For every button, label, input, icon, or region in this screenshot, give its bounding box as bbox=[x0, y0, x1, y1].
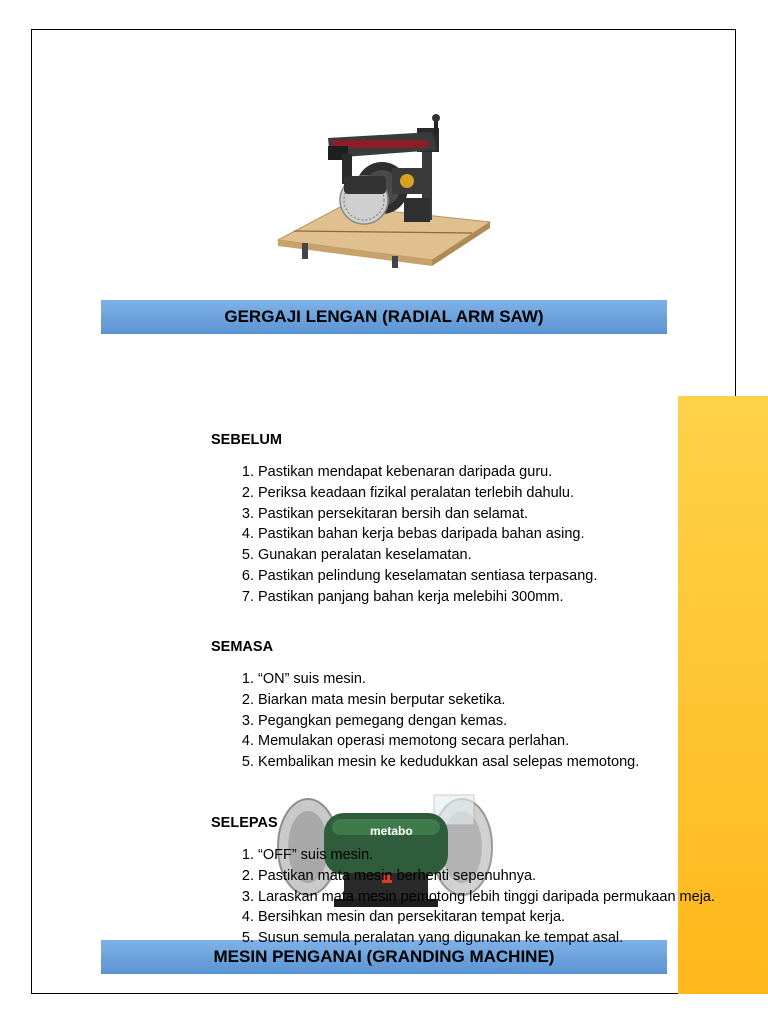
list-item: 5. Susun semula peralatan yang digunakan ke tempat asal. bbox=[258, 928, 741, 949]
list-item: 7. Pastikan panjang bahan kerja melebihi 300mm. bbox=[258, 587, 671, 608]
radial-arm-saw-image bbox=[272, 88, 494, 268]
list-item: 2. Pastikan mata mesin berhenti sepenuhnya. bbox=[258, 866, 741, 887]
list-item: 4. Memulakan operasi memotong secara perlahan. bbox=[258, 731, 691, 752]
list-item: 3. Laraskan mata mesin pemotong lebih tinggi daripada permukaan meja. bbox=[258, 887, 741, 908]
list-item: 1. “OFF” suis mesin. bbox=[258, 845, 741, 866]
banner-title: GERGAJI LENGAN (RADIAL ARM SAW) bbox=[224, 307, 544, 326]
numbered-list bbox=[211, 845, 741, 949]
numbered-list bbox=[211, 462, 671, 608]
section-semasa bbox=[211, 639, 691, 773]
list-item: 1. “ON” suis mesin. bbox=[258, 669, 691, 690]
list-item: 3. Pastikan persekitaran bersih dan selamat. bbox=[258, 504, 671, 525]
section-heading: SEBELUM bbox=[211, 432, 282, 448]
list-item: 2. Biarkan mata mesin berputar seketika. bbox=[258, 690, 691, 711]
numbered-list bbox=[211, 669, 691, 773]
list-item: 1. Pastikan mendapat kebenaran daripada guru. bbox=[258, 462, 671, 483]
list-item: 2. Periksa keadaan fizikal peralatan terlebih dahulu. bbox=[258, 483, 671, 504]
list-item: 4. Pastikan bahan kerja bebas daripada bahan asing. bbox=[258, 524, 671, 545]
section-heading: SEMASA bbox=[211, 639, 274, 655]
grinder-brand-label: metabo bbox=[370, 824, 413, 838]
list-item: 5. Kembalikan mesin ke kedudukkan asal selepas memotong. bbox=[258, 752, 691, 773]
list-item: 3. Pegangkan pemegang dengan kemas. bbox=[258, 711, 691, 732]
section-sebelum bbox=[211, 432, 671, 608]
list-item: 4. Bersihkan mesin dan persekitaran tempat kerja. bbox=[258, 907, 741, 928]
list-item: 6. Pastikan pelindung keselamatan sentiasa terpasang. bbox=[258, 566, 671, 587]
list-item: 5. Gunakan peralatan keselamatan. bbox=[258, 545, 671, 566]
banner-title: MESIN PENGANAI (GRANDING MACHINE) bbox=[213, 947, 555, 966]
section-selepas bbox=[211, 815, 741, 949]
section-heading: SELEPAS bbox=[211, 815, 278, 831]
radial-arm-saw-title-banner bbox=[101, 300, 667, 334]
